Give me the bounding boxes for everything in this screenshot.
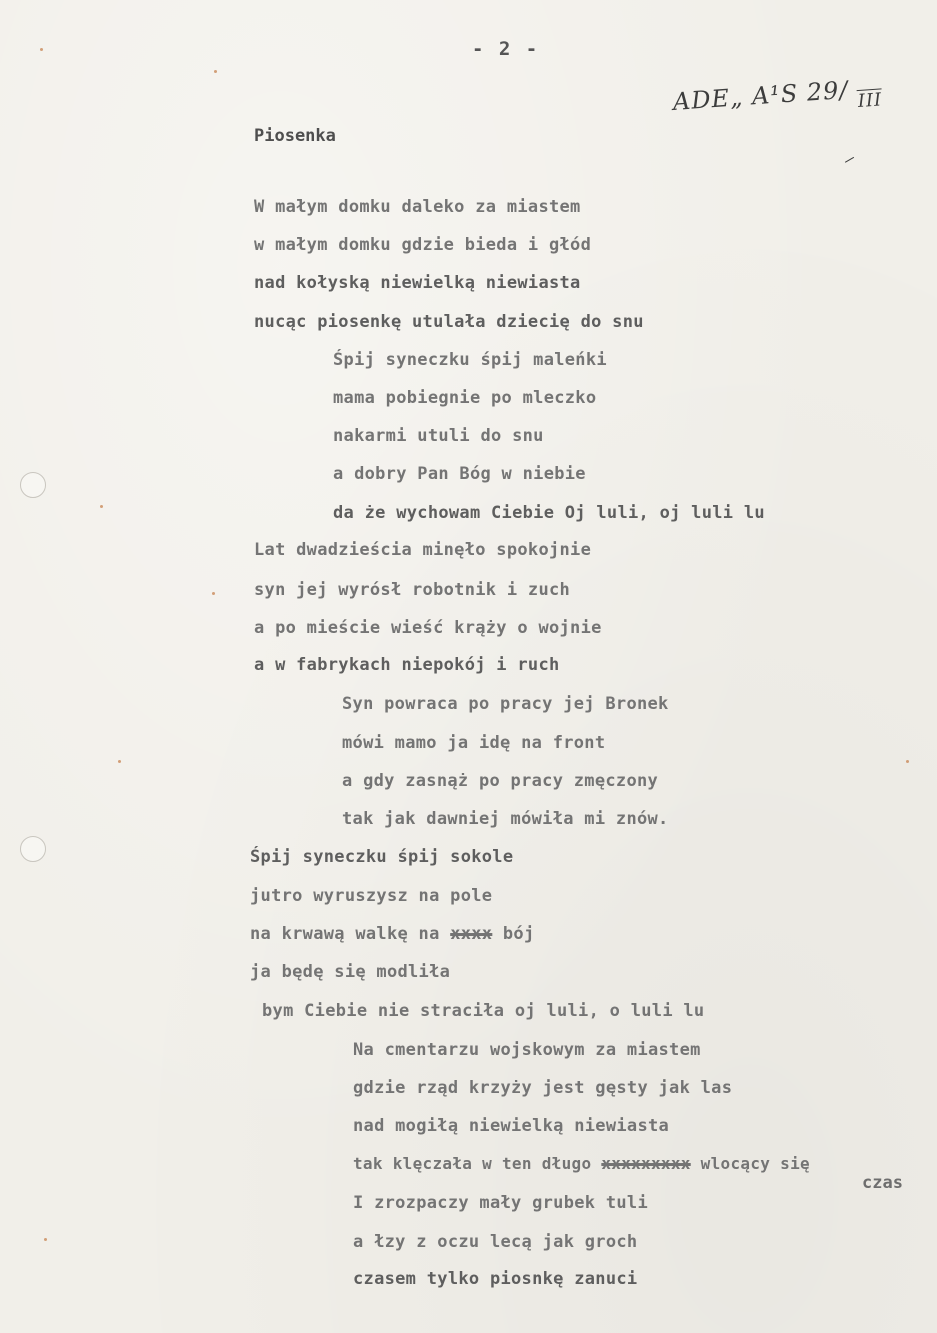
overflow-word: czas — [862, 1173, 903, 1193]
refrain2-line: bym Ciebie nie straciła oj luli, o luli lu — [262, 1001, 705, 1021]
verse1-line: nucąc piosenkę utulała dziecię do snu — [254, 312, 644, 332]
verse4-line: Na cmentarzu wojskowym za miastem — [353, 1040, 701, 1060]
paper-speck — [212, 592, 215, 595]
verse4-line: I zrozpaczy mały grubek tuli — [353, 1193, 648, 1213]
archive-reference-fraction: III — [857, 89, 883, 113]
struck-out-word: xxxxxxxxx — [601, 1154, 691, 1173]
refrain2-line: Śpij syneczku śpij sokole — [250, 847, 514, 867]
document-title: Piosenka — [254, 126, 336, 146]
verse3-line: Syn powraca po pracy jej Bronek — [342, 694, 669, 714]
verse2-line: syn jej wyrósł robotnik i zuch — [254, 580, 571, 600]
refrain2-line-end: bój — [502, 924, 535, 944]
page-number: - 2 - — [472, 38, 540, 60]
verse2-line: a po mieście wieść krąży o wojnie — [254, 618, 602, 638]
verse1-line: w małym domku gdzie bieda i głód — [254, 235, 592, 255]
refrain2-line: ja będę się modliła — [250, 962, 451, 982]
refrain2-line: jutro wyruszysz na pole — [250, 886, 493, 906]
verse4-line: nad mogiłą niewielką niewiasta — [353, 1116, 670, 1136]
verse2-line: Lat dwadzieścia minęło spokojnie — [254, 540, 592, 560]
verse1-line: W małym domku daleko za miastem — [254, 197, 581, 217]
verse4-line-start: tak klęczała w ten długo — [353, 1154, 592, 1173]
refrain1-line: da że wychowam Ciebie Oj luli, oj luli lu — [333, 503, 765, 523]
punch-hole-top — [20, 472, 46, 498]
archive-reference — [672, 73, 883, 124]
paper-speck — [906, 760, 909, 763]
paper-speck — [214, 70, 217, 73]
paper-speck — [44, 1238, 47, 1241]
refrain2-line — [250, 924, 534, 944]
verse4-line — [353, 1154, 810, 1173]
verse3-line: tak jak dawniej mówiła mi znów. — [342, 809, 669, 829]
archive-reference-code: ADE„ A¹S 29/ — [672, 75, 850, 116]
paper-speck — [118, 760, 121, 763]
refrain1-line: a dobry Pan Bóg w niebie — [333, 464, 586, 484]
verse1-line: nad kołyską niewielką niewiasta — [254, 273, 581, 293]
verse3-line: a gdy zasnąż po pracy zmęczony — [342, 771, 659, 791]
verse4-line: gdzie rząd krzyży jest gęsty jak las — [353, 1078, 733, 1098]
archive-tick-mark — [840, 148, 854, 163]
refrain2-line-start: na krwawą walkę na — [250, 924, 440, 944]
struck-out-word: xxxx — [450, 924, 493, 944]
verse4-line-end: wlocący się — [700, 1154, 810, 1173]
paper-speck — [40, 48, 43, 51]
refrain1-line: Śpij syneczku śpij maleńki — [333, 350, 607, 370]
verse3-line: mówi mamo ja idę na front — [342, 733, 606, 753]
paper-speck — [100, 505, 103, 508]
refrain1-line: mama pobiegnie po mleczko — [333, 388, 597, 408]
verse4-line: a łzy z oczu lecą jak groch — [353, 1232, 638, 1252]
verse4-line: czasem tylko piosnkę zanuci — [353, 1269, 638, 1289]
punch-hole-bottom — [20, 836, 46, 862]
verse2-line: a w fabrykach niepokój i ruch — [254, 655, 560, 675]
refrain1-line: nakarmi utuli do snu — [333, 426, 544, 446]
